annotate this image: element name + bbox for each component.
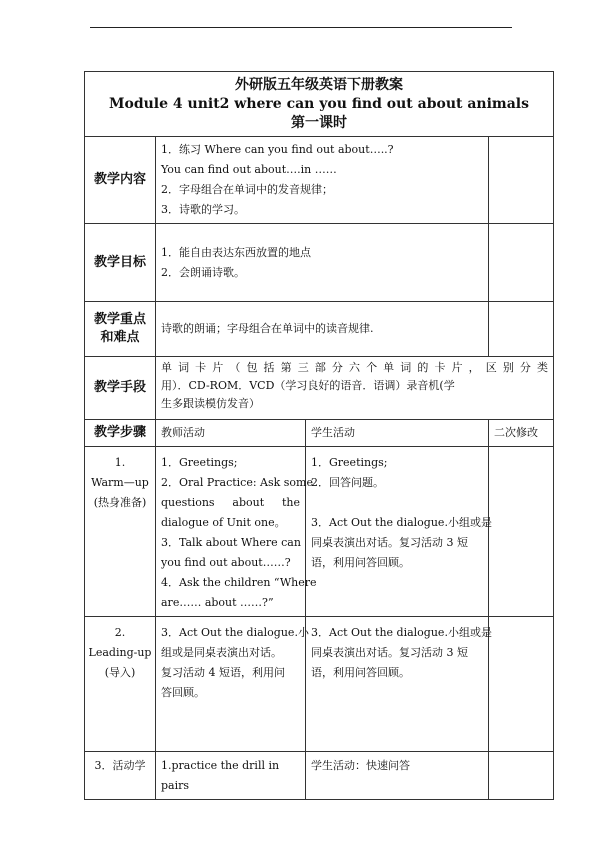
label-means: 教学手段 — [85, 357, 156, 420]
step1-teacher-line: are…… about ……?” — [161, 596, 274, 609]
student-activity-header: 学生活动 — [306, 420, 489, 447]
step1-student-line: 同桌表演出对话。复习活动 3 短 — [311, 536, 468, 549]
goal-line: 1．能自由表达东西放置的地点 — [161, 245, 311, 259]
step1-teacher-line: 4．Ask the children “Where — [161, 576, 317, 589]
step1-student-line: 语，利用问答回顾。 — [311, 556, 410, 569]
means-text — [156, 357, 554, 420]
step3-revise — [489, 752, 554, 800]
step2-teacher-line: 答回顾。 — [161, 686, 205, 699]
step2-student-line: 语，利用问答回顾。 — [311, 666, 410, 679]
goal-line: 2．会朗诵诗歌。 — [161, 265, 245, 279]
step2-label-line: (导入) — [104, 666, 136, 679]
step1-student-line — [311, 493, 483, 513]
row-step3 — [85, 752, 554, 800]
content-line: 3．诗歌的学习。 — [161, 203, 245, 216]
step2-label-line: Leading-up — [88, 646, 152, 659]
step1-student-line: 3．Act Out the dialogue.小组或是 — [311, 516, 492, 529]
goal-text — [156, 224, 489, 302]
step1-teacher-line: dialogue of Unit one。 — [161, 516, 286, 529]
step2-student-line: 同桌表演出对话。复习活动 3 短 — [311, 646, 468, 659]
step1-teacher-line: 2．Oral Practice: Ask some — [161, 476, 313, 489]
content-line: 2．字母组合在单词中的发音规律； — [161, 183, 333, 196]
label-key-line1: 教学重点 — [93, 312, 146, 327]
step3-teacher: 1.practice the drill in pairs — [156, 752, 306, 800]
revise-header: 二次修改 — [489, 420, 554, 447]
goal-revise — [489, 224, 554, 302]
row-means — [85, 357, 554, 420]
step1-label-line: Warm—up — [91, 476, 149, 489]
title-cn: 外研版五年级英语下册教案 — [235, 76, 403, 93]
label-key — [85, 302, 156, 357]
step1-label-line: 1. — [114, 456, 126, 469]
row-content — [85, 137, 554, 224]
step2-teacher-line: 3．Act Out the dialogue.小 — [161, 626, 309, 639]
lesson-number: 第一课时 — [291, 114, 347, 131]
means-line: 用）．CD-ROM．VCD（学习良好的语音．语调）录音机(学 — [161, 379, 455, 392]
key-revise — [489, 302, 554, 357]
content-text — [156, 137, 489, 224]
step2-teacher-line: 组或是同桌表演出对话。 — [161, 646, 282, 659]
lesson-plan-table — [84, 71, 554, 800]
content-revise — [489, 137, 554, 224]
step1-teacher-line: you find out about……? — [161, 556, 291, 569]
label-goal: 教学目标 — [85, 224, 156, 302]
row-key — [85, 302, 554, 357]
row-step2 — [85, 617, 554, 752]
step2-label-line: 2. — [114, 626, 126, 639]
key-text: 诗歌的朗诵；字母组合在单词中的读音规律. — [156, 302, 489, 357]
teacher-activity-header: 教师活动 — [156, 420, 306, 447]
step3-student: 学生活动：快速问答 — [306, 752, 489, 800]
row-steps-header — [85, 420, 554, 447]
step1-label-line: (热身准备) — [93, 496, 147, 509]
step1-teacher-line: 3．Talk about Where can — [161, 536, 301, 549]
step1-teacher-line: 1．Greetings; — [161, 456, 238, 469]
step1-student-line: 2．回答问题。 — [311, 476, 384, 489]
step1-teacher — [156, 447, 317, 617]
row-step1 — [85, 447, 554, 617]
label-content: 教学内容 — [85, 137, 156, 224]
step2-teacher-line: 复习活动 4 短语，利用问 — [161, 666, 285, 679]
step2-student — [306, 617, 492, 752]
step1-student — [306, 447, 492, 617]
step3-label: 3．活动学 — [85, 752, 156, 800]
step2-teacher — [156, 617, 309, 752]
step1-label — [85, 447, 156, 617]
title-cell — [85, 72, 554, 137]
step1-revise — [489, 447, 554, 617]
step1-student-line: 1．Greetings; — [311, 456, 388, 469]
label-steps: 教学步骤 — [85, 420, 156, 447]
title-en: Module 4 unit2 where can you find out about animals — [109, 95, 529, 112]
means-line: 单词卡片（包括第三部分六个单词的卡片，区别分类 — [161, 361, 548, 374]
step2-revise — [489, 617, 554, 752]
means-line: 生多跟读模仿发音） — [161, 397, 260, 410]
step2-student-line: 3．Act Out the dialogue.小组或是 — [311, 626, 492, 639]
row-goal — [85, 224, 554, 302]
header-rule — [90, 27, 512, 28]
step2-label — [85, 617, 156, 752]
step1-teacher-line: questions about the — [161, 496, 300, 509]
content-line: 1．练习 Where can you find out about…..? — [161, 143, 394, 156]
content-line: You can find out about….in …… — [161, 163, 337, 176]
label-key-line2: 和难点 — [100, 330, 140, 345]
title-row — [85, 72, 554, 137]
